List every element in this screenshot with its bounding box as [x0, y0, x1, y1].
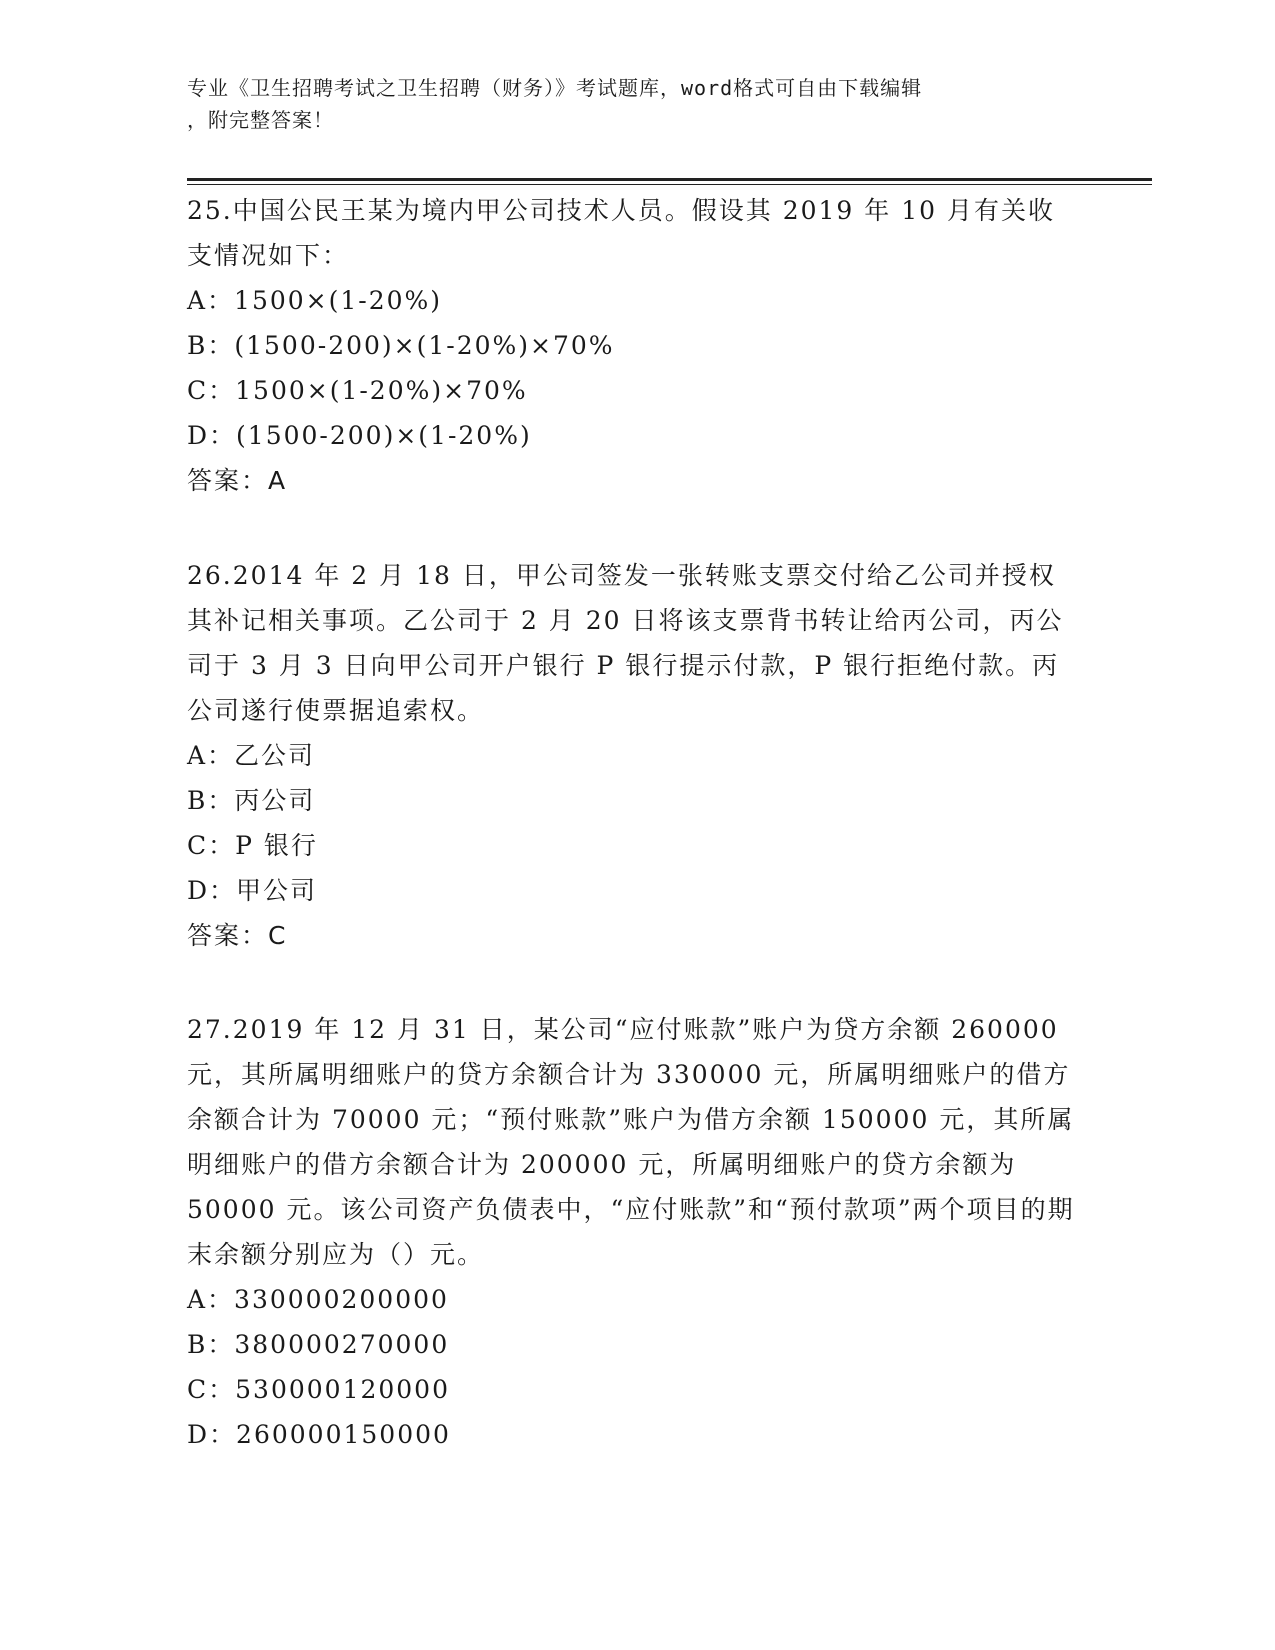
option-b: B：丙公司: [187, 786, 316, 815]
header-line-2: ，附完整答案！: [187, 108, 334, 132]
question-stem: 27.2019 年 12 月 31 日，某公司“应付账款”账户为贷方余额 260000 元，其所属明细账户的贷方余额合计为 330000 元，所属明细账户的借方余额合计为 70000 元；“预付账款”账户为借方余额 150000 元，其所属明细账户的借方余额合计为 200000 元，所属明细账户的贷方余额为 50000 元。该公司资产负债表中，“应付账款”和“预付款项”两个项目的期末余额分别应为（）元。: [187, 1015, 1075, 1269]
option-b: B：380000270000: [187, 1330, 450, 1359]
header-line-1: 专业《卫生招聘考试之卫生招聘（财务）》考试题库，word格式可自由下载编辑: [187, 76, 923, 100]
answer: 答案：C: [187, 921, 288, 950]
option-d: D：260000150000: [187, 1420, 451, 1449]
question-25: [187, 188, 1077, 503]
option-d: D：甲公司: [187, 876, 318, 905]
option-c: C：530000120000: [187, 1375, 450, 1404]
page-header: [187, 72, 1077, 136]
option-a: A：1500×(1-20%): [187, 286, 443, 315]
option-a: A：乙公司: [187, 741, 316, 770]
option-c: C：P 银行: [187, 831, 318, 860]
question-26: [187, 553, 1077, 958]
question-27: [187, 1007, 1077, 1457]
header-divider-thin: [187, 184, 1152, 185]
question-stem: 26.2014 年 2 月 18 日，甲公司签发一张转账支票交付给乙公司并授权其补记相关事项。乙公司于 2 月 20 日将该支票背书转让给丙公司，丙公司于 3 月 3 日向甲公司开户银行 P 银行提示付款，P 银行拒绝付款。丙公司遂行使票据追索权。: [187, 561, 1064, 725]
option-a: A：330000200000: [187, 1285, 449, 1314]
question-stem: 25.中国公民王某为境内甲公司技术人员。假设其 2019 年 10 月有关收支情况如下：: [187, 196, 1055, 270]
option-b: B：(1500-200)×(1-20%)×70%: [187, 331, 615, 360]
header-divider-thick: [187, 178, 1152, 181]
option-c: C：1500×(1-20%)×70%: [187, 376, 528, 405]
answer: 答案：A: [187, 466, 288, 495]
option-d: D：(1500-200)×(1-20%): [187, 421, 532, 450]
